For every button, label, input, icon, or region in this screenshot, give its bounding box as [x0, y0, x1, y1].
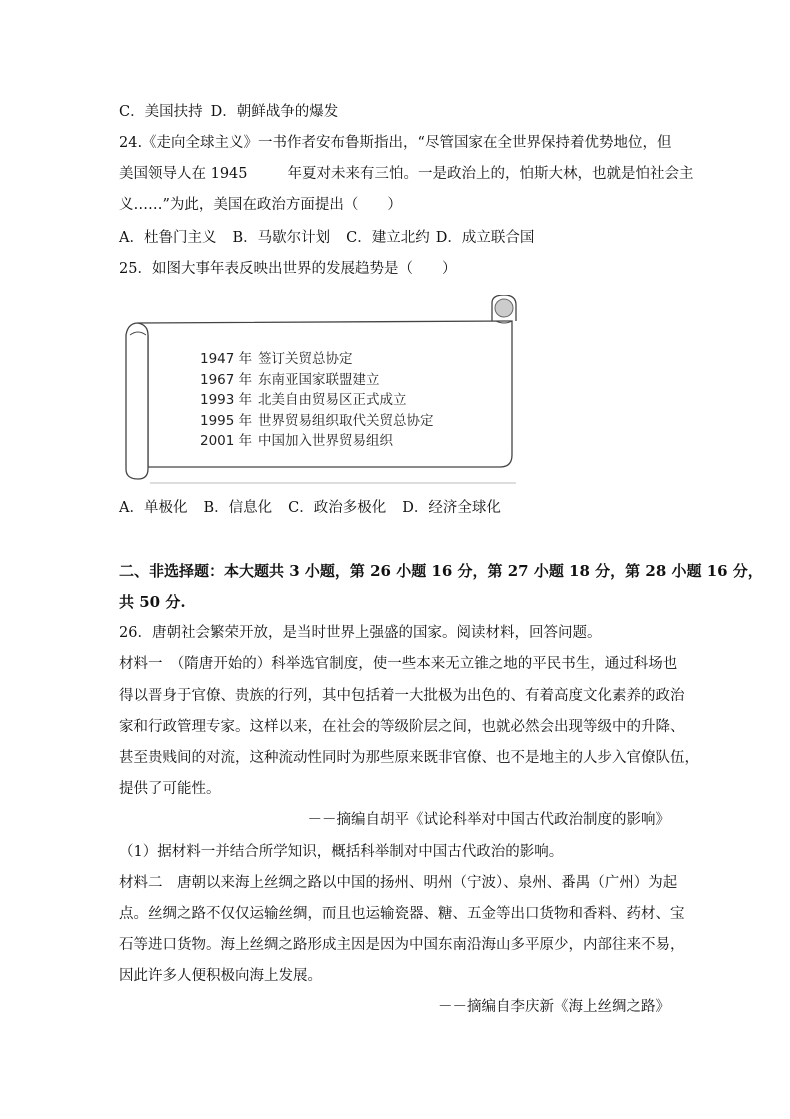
q24-option-d: D．成立联合国	[435, 230, 535, 246]
q25-option-c: C．政治多极化	[288, 500, 387, 516]
q24-option-b: B．马歇尔计划	[232, 230, 331, 246]
q26-sub-question-1: （1）据材料一并结合所学知识，概括科举制对中国古代政治的影响。	[119, 844, 564, 860]
q25-option-b: B．信息化	[203, 500, 273, 516]
q23-option-c: C．美国扶持	[119, 104, 203, 120]
q26-material-2-line: 点。丝绸之路不仅仅运输丝绸，而且也运输瓷器、糖、五金等出口货物和香料、药材、宝	[119, 906, 685, 922]
timeline-row: 1967 年 东南亚国家联盟建立	[200, 372, 380, 388]
q25-option-a: A．单极化	[119, 500, 188, 516]
timeline-row: 1947 年 签订关贸总协定	[200, 351, 353, 367]
q26-material-1-line: 家和行政管理专家。这样以来，在社会的等级阶层之间，也就必然会出现等级中的升降、	[119, 719, 685, 735]
q25-stem: 25．如图大事年表反映出世界的发展趋势是（ ）	[119, 261, 457, 277]
q23-option-d: D．朝鲜战争的爆发	[210, 104, 339, 120]
q24-stem-line-3: 义……”为此，美国在政治方面提出（ ）	[119, 197, 402, 213]
q24-stem-line-2	[119, 164, 694, 184]
q26-material-1-source: －－摘编自胡平《试论科举对中国古代政治制度的影响》	[307, 812, 670, 828]
timeline-row: 2001 年 中国加入世界贸易组织	[200, 433, 393, 449]
q24-stem-line-1: 24.《走向全球主义》一书作者安布鲁斯指出，“尽管国家在全世界保持着优势地位，但	[119, 135, 672, 151]
q24-options	[119, 228, 534, 248]
timeline-row: 1993 年 北美自由贸易区正式成立	[200, 392, 407, 408]
q24-stem-line-2a: 美国领导人在 1945	[119, 166, 248, 182]
q26-stem: 26．唐朝社会繁荣开放，是当时世界上强盛的国家。阅读材料，回答问题。	[119, 625, 602, 641]
timeline-scroll-figure	[120, 295, 520, 485]
q26-material-2-line: 材料二 唐朝以来海上丝绸之路以中国的扬州、明州（宁波）、泉州、番禺（广州）为起	[119, 875, 678, 891]
q26-material-2-line: 石等进口货物。海上丝绸之路形成主因是因为中国东南沿海山多平原少，内部往来不易，	[119, 937, 685, 953]
q23-options-tail	[119, 102, 338, 122]
q24-stem-line-2b: 年夏对未来有三怕。一是政治上的，怕斯大林，也就是怕社会主	[287, 166, 694, 182]
section-2-heading-line-1: 二、非选择题：本大题共 3 小题，第 26 小题 16 分，第 27 小题 18 分，第 28 小题 16 分，	[119, 562, 763, 580]
section-2-heading-line-2: 共 50 分.	[119, 593, 186, 611]
q25-options	[119, 498, 501, 518]
q24-option-c: C．建立北约	[346, 230, 430, 246]
q26-material-1-line: 得以晋身于官僚、贵族的行列，其中包括着一大批极为出色的、有着高度文化素养的政治	[119, 688, 685, 704]
q26-material-1-line: 材料一 （隋唐开始的）科举选官制度，使一些本来无立锥之地的平民书生，通过科场也	[119, 656, 678, 672]
timeline-row: 1995 年 世界贸易组织取代关贸总协定	[200, 413, 434, 429]
q26-material-2-source: －－摘编自李庆新《海上丝绸之路》	[438, 999, 670, 1015]
q25-option-d: D．经济全球化	[402, 500, 501, 516]
q26-material-1-line: 提供了可能性。	[119, 781, 221, 797]
q24-option-a: A．杜鲁门主义	[119, 230, 217, 246]
q26-material-2-line: 因此许多人便积极向海上发展。	[119, 968, 322, 984]
q26-material-1-line: 甚至贵贱间的对流，这种流动性同时为那些原来既非官僚、也不是地主的人步入官僚队伍，	[119, 750, 699, 766]
